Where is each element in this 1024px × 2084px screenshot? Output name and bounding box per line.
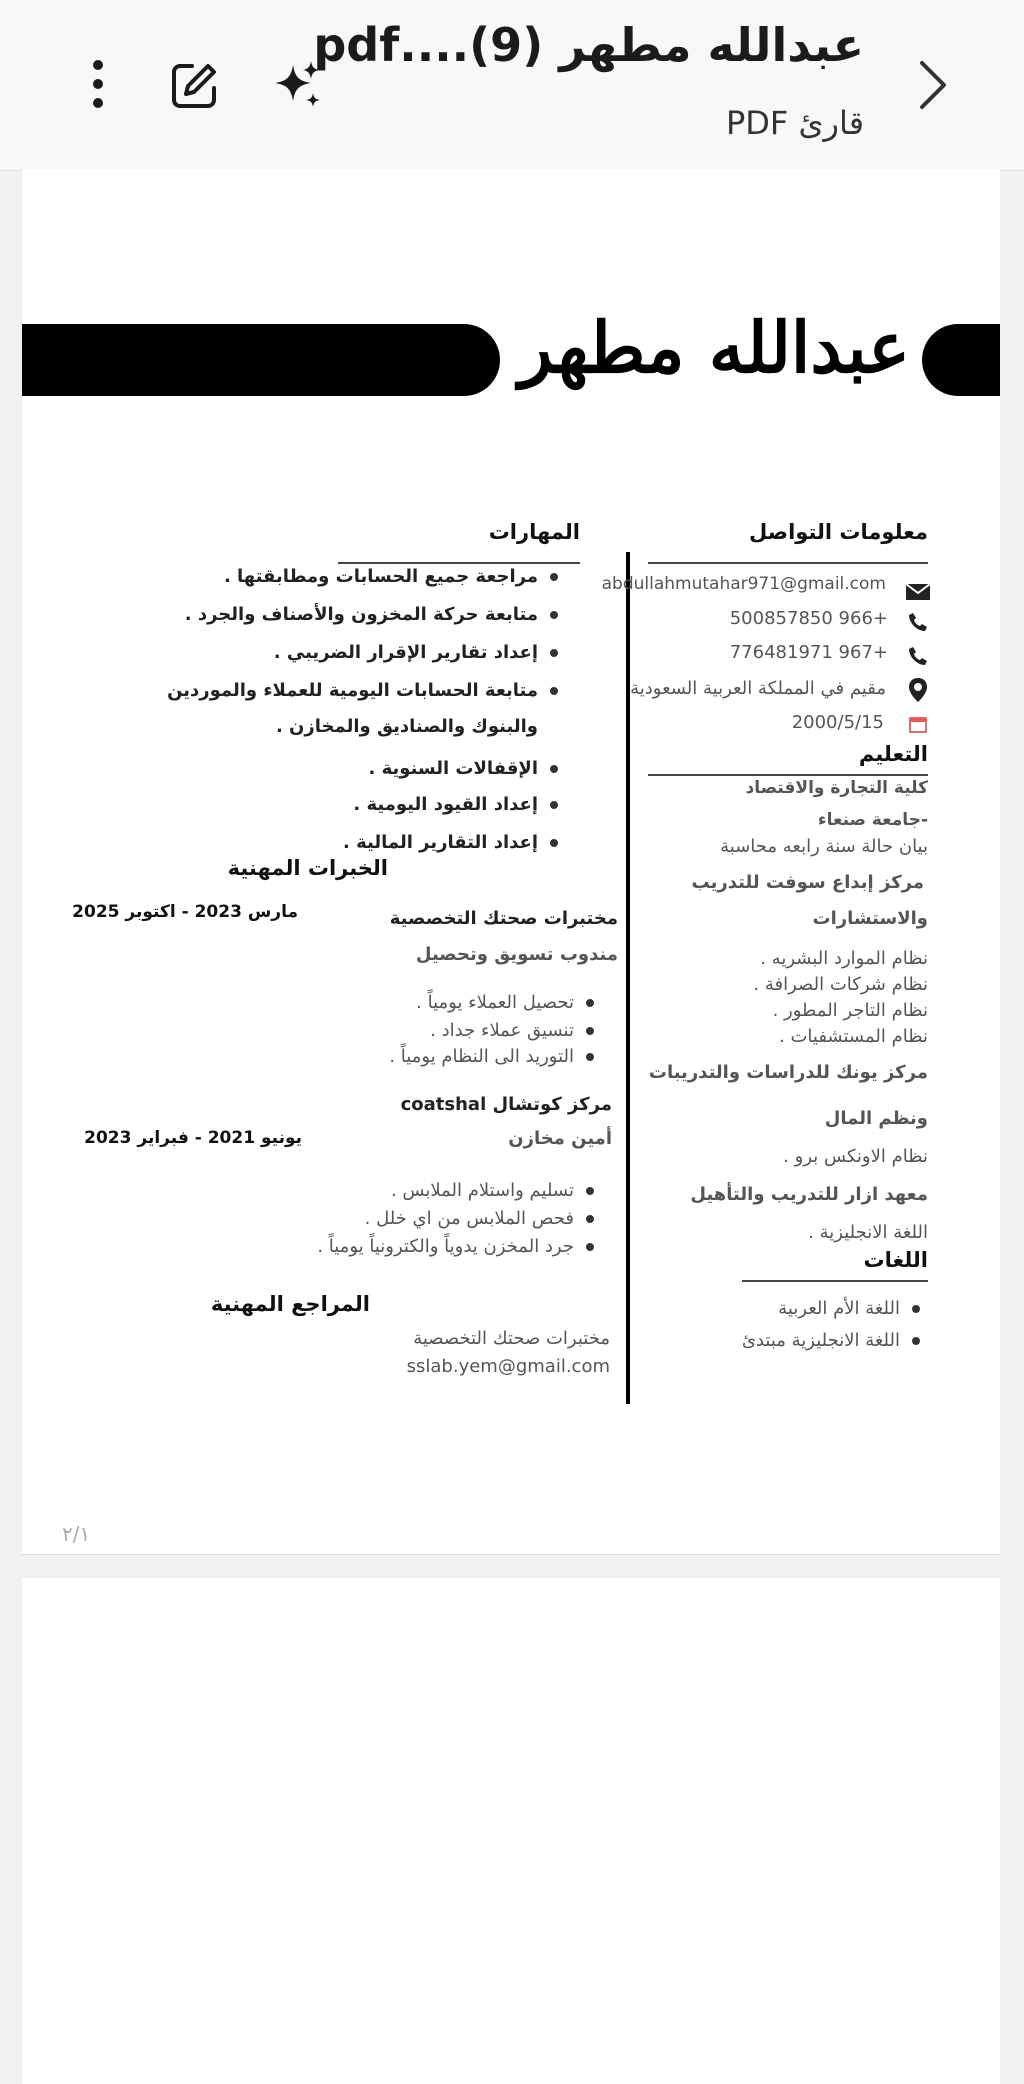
education-university: -جامعة صنعاء [817, 810, 928, 830]
training-item: نظام التاجر المطور . [772, 1000, 928, 1021]
skill-item: إعداد تقارير الإقرار الضريبي . [274, 642, 558, 663]
job-task: جرد المخزن يدوياً والكترونياً يومياً . [317, 1236, 594, 1257]
more-vert-icon [92, 59, 104, 109]
contact-location: مقيم في المملكة العربية السعودية [630, 678, 886, 699]
calendar-icon [908, 714, 928, 734]
job-2-period: يونيو 2021 - فبراير 2023 [84, 1128, 302, 1148]
location-pin-icon [906, 676, 930, 704]
skill-item: مراجعة جميع الحسابات ومطابقتها . [224, 566, 558, 587]
name-banner-right [922, 324, 1000, 396]
language-item: اللغة الأم العربية [778, 1298, 920, 1319]
job-2-company: مركز كوتشال coatshal [400, 1094, 612, 1115]
app-subtitle: قارئ PDF [725, 104, 864, 142]
job-task: فحص الملابس من اي خلل . [365, 1208, 594, 1229]
training-center-3: معهد ازار للتدريب والتأهيل [690, 1184, 928, 1205]
pdf-page-2[interactable] [22, 1578, 1000, 2084]
email-icon [904, 580, 932, 604]
languages-heading-rule [742, 1280, 928, 1282]
edit-button[interactable] [166, 58, 222, 114]
sparkles-icon [273, 59, 323, 111]
references-heading: المراجع المهنية [210, 1292, 370, 1316]
language-item: اللغة الانجليزية مبتدئ [742, 1330, 920, 1351]
education-status: بيان حالة سنة رابعه محاسبة [720, 836, 928, 857]
job-1-company: مختبرات صحتك التخصصية [389, 908, 618, 929]
pdf-page-1[interactable] [22, 170, 1000, 1555]
skill-item: الإقفالات السنوية . [369, 758, 559, 779]
phone-icon [906, 610, 930, 634]
education-heading: التعليم [858, 742, 928, 766]
job-task: تسليم واستلام الملابس . [391, 1180, 594, 1201]
edit-icon [168, 60, 220, 112]
training-item: نظام الاونكس برو . [783, 1146, 928, 1167]
contact-phone-2: +967 776481971 [729, 642, 888, 663]
job-task: التوريد الى النظام يومياً . [389, 1046, 594, 1067]
contact-heading-rule [648, 562, 928, 564]
skill-item: إعداد القيود اليومية . [353, 794, 558, 815]
resume-name: عبدالله مطهر [518, 306, 910, 389]
training-center-2-cont: ونظم المال [824, 1108, 928, 1129]
job-2-role: أمين مخازن [508, 1128, 612, 1149]
job-task: تحصيل العملاء يومياً . [416, 992, 594, 1013]
contact-phone-1: +966 500857850 [729, 608, 888, 629]
skills-heading-rule [338, 562, 580, 564]
training-item: نظام المستشفيات . [779, 1026, 928, 1047]
contact-birthdate: 2000/5/15 [791, 712, 884, 733]
contact-email: abdullahmutahar971@gmail.com [601, 574, 886, 594]
contact-heading: معلومات التواصل [749, 520, 928, 544]
app-bar [0, 0, 1024, 171]
training-center-2: مركز يونك للدراسات والتدريبات [648, 1062, 928, 1083]
name-banner-left [22, 324, 500, 396]
reference-org: مختبرات صحتك التخصصية [413, 1328, 610, 1349]
education-faculty: كلية التجارة والاقتصاد [745, 778, 928, 798]
skill-item: متابعة حركة المخزون والأصناف والجرد . [185, 604, 558, 625]
training-center-1: مركز إبداع سوفت للتدريب [691, 872, 924, 893]
job-1-period: مارس 2023 - اكتوبر 2025 [72, 902, 298, 922]
experience-heading: الخبرات المهنية [227, 856, 388, 880]
reference-email: sslab.yem@gmail.com [406, 1356, 610, 1377]
skill-item: إعداد التقارير المالية . [343, 832, 558, 853]
page-indicator: ٢/١ [62, 1522, 91, 1546]
training-item: نظام الموارد البشريه . [760, 948, 928, 969]
training-center-1-cont: والاستشارات [812, 908, 928, 929]
job-task: تنسيق عملاء جداد . [430, 1020, 594, 1041]
training-item: نظام شركات الصرافة . [753, 974, 928, 995]
training-item: اللغة الانجليزية . [808, 1222, 928, 1243]
job-1-role: مندوب تسويق وتحصيل [415, 944, 618, 965]
ai-button[interactable] [272, 58, 324, 112]
document-title: عبدالله مطهر (9)....pdf [313, 18, 864, 72]
languages-heading: اللغات [863, 1248, 928, 1272]
skill-item-cont: والبنوك والصناديق والمخازن . [275, 716, 538, 737]
back-button[interactable] [908, 55, 958, 115]
skill-item: متابعة الحسابات اليومية للعملاء والموردين [167, 680, 558, 701]
skills-heading: المهارات [488, 520, 580, 544]
education-heading-rule [648, 774, 928, 776]
phone-icon [906, 644, 930, 668]
more-options-button[interactable] [80, 56, 116, 112]
chevron-right-icon [918, 59, 948, 111]
